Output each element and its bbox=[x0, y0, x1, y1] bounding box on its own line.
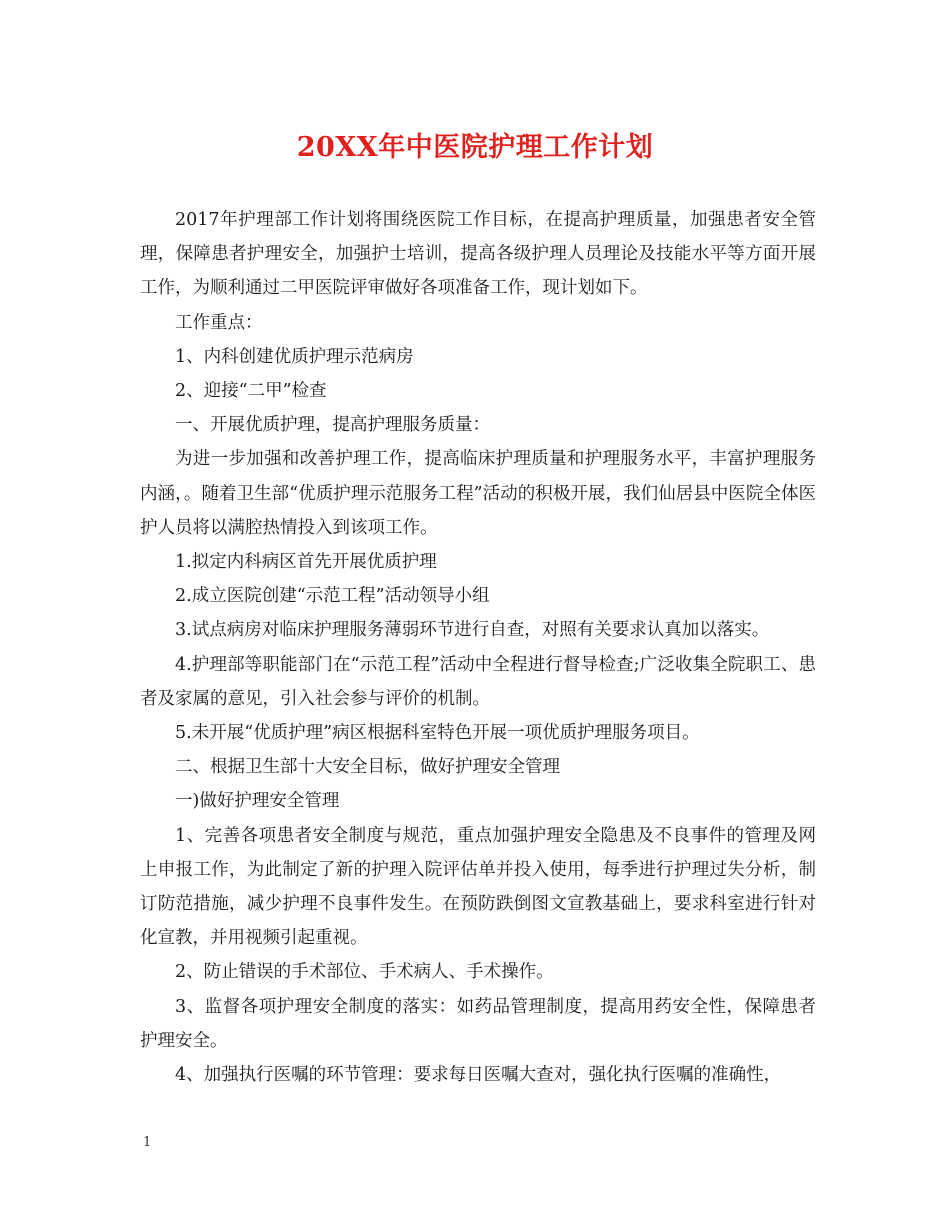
paragraph-intro: 2017年护理部工作计划将围绕医院工作目标，在提高护理质量，加强患者安全管理，保障患者护理安全，加强护士培训，提高各级护理人员理论及技能水平等方面开展工作，为顺利通过二甲医院评审做好各项准备工作，现计划如下。 bbox=[140, 210, 816, 299]
list-item-2-1: 1、完善各项患者安全制度与规范，重点加强护理安全隐患及不良事件的管理及网上申报工作，为此制定了新的护理入院评估单并投入使用，每季进行护理过失分析，制订防范措施，减少护理不良事件发生。在预防跌倒图文宣教基础上，要求科室进行针对化宣教，并用视频引起重视。 bbox=[140, 825, 816, 949]
subsection-heading-2-1: 一)做好护理安全管理 bbox=[175, 791, 340, 812]
list-item-2-2: 2、防止错误的手术部位、手术病人、手术操作。 bbox=[175, 962, 554, 983]
paragraph-section-1-intro: 为进一步加强和改善护理工作，提高临床护理质量和护理服务水平，丰富护理服务内涵，。随着卫生部“优质护理示范服务工程”活动的积极开展，我们仙居县中医院全体医护人员将以满腔热情投入到该项工作。 bbox=[140, 449, 816, 538]
paragraph-key-point-1: 1、内科创建优质护理示范病房 bbox=[175, 346, 414, 367]
list-item-1-2: 2.成立医院创建“示范工程”活动领导小组 bbox=[175, 586, 490, 607]
document-title: 20XX年中医院护理工作计划 bbox=[296, 132, 654, 163]
list-item-1-4: 4.护理部等职能部门在“示范工程”活动中全程进行督导检查;广泛收集全院职工、患者及家属的意见，引入社会参与评价的机制。 bbox=[140, 654, 816, 709]
list-item-2-4: 4、加强执行医嘱的环节管理：要求每日医嘱大查对，强化执行医嘱的准确性， bbox=[175, 1065, 782, 1086]
list-item-2-3: 3、监督各项护理安全制度的落实：如药品管理制度，提高用药安全性，保障患者护理安全。 bbox=[140, 996, 816, 1051]
list-item-1-3: 3.试点病房对临床护理服务薄弱环节进行自查，对照有关要求认真加以落实。 bbox=[175, 620, 770, 641]
page-number: 1 bbox=[143, 1135, 152, 1150]
paragraph-key-points-heading: 工作重点： bbox=[175, 312, 263, 333]
section-heading-1: 一、开展优质护理，提高护理服务质量： bbox=[175, 415, 490, 436]
document-body bbox=[140, 203, 816, 1092]
list-item-1-1: 1.拟定内科病区首先开展优质护理 bbox=[175, 552, 437, 573]
section-heading-2: 二、根据卫生部十大安全目标，做好护理安全管理 bbox=[175, 757, 560, 778]
paragraph-key-point-2: 2、迎接“二甲”检查 bbox=[175, 381, 327, 402]
list-item-1-5: 5.未开展“优质护理”病区根据科室特色开展一项优质护理服务项目。 bbox=[175, 723, 700, 744]
